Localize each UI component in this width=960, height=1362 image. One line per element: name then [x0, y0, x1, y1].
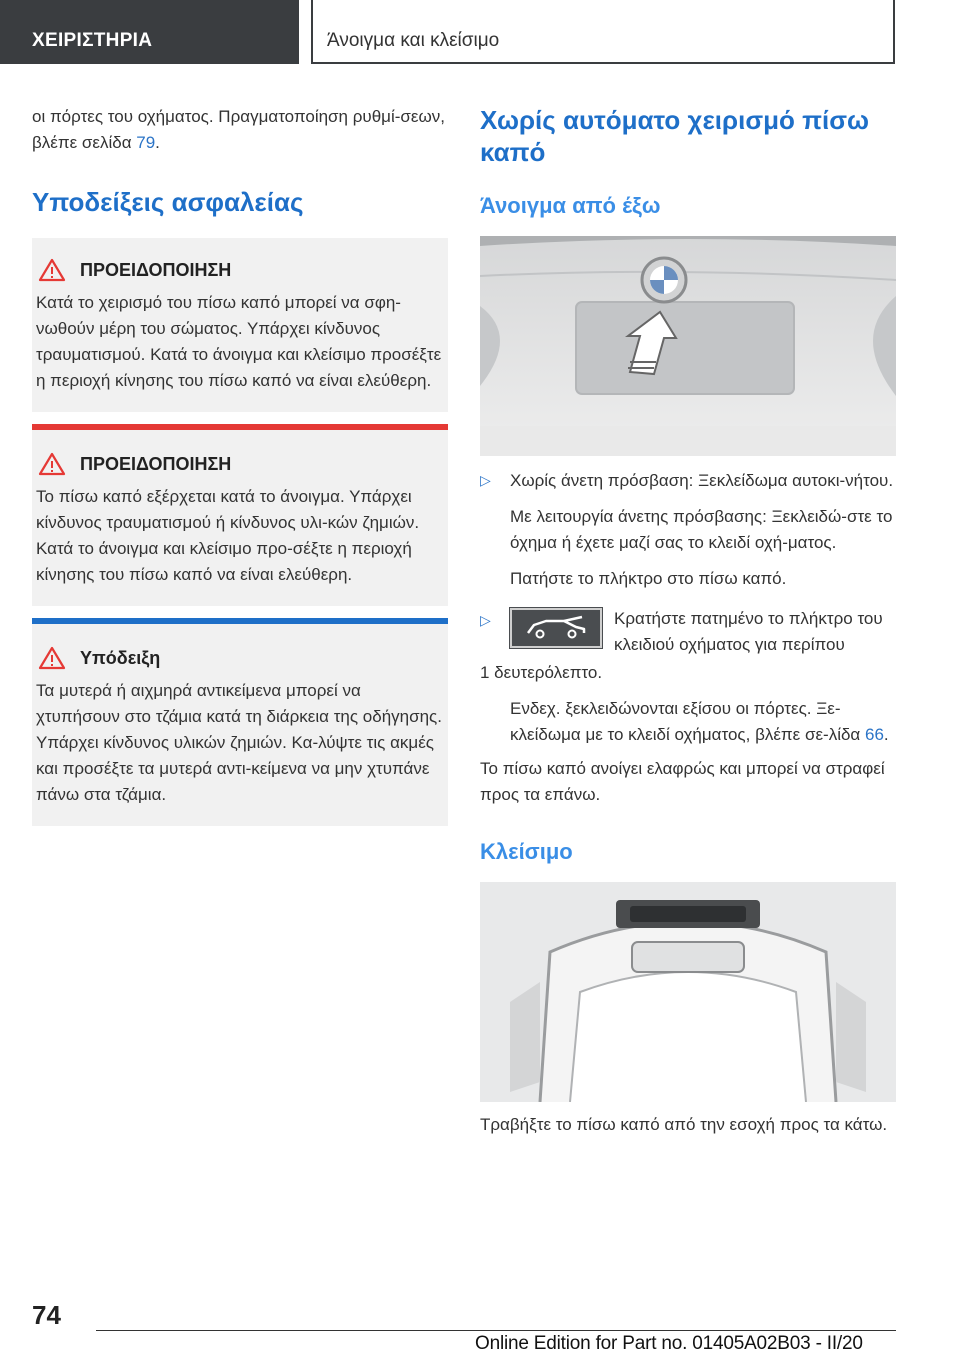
step-text [510, 696, 896, 748]
trunk-interior-image [480, 882, 896, 1102]
step-text: Με λειτουργία άνετης πρόσβασης: Ξεκλειδώ-στε το όχημα ή έχετε μαζί σας το κλειδί οχή-ματος. [510, 507, 893, 552]
left-column [32, 96, 448, 826]
safety-heading: Υποδείξεις ασφαλείας [32, 187, 304, 217]
warning-box-2 [32, 424, 448, 606]
car-trunk-key-button-icon [510, 608, 602, 648]
warning-title: ΠΡΟΕΙΔΟΠΟΙΗΣΗ [80, 453, 232, 474]
warning-triangle-icon [38, 258, 66, 282]
instruction-step-2 [480, 608, 896, 748]
page-link-66[interactable]: 66 [864, 725, 884, 744]
bullet-arrow-icon: ▷ [480, 472, 491, 488]
step-text-part: Ενδεχ. ξεκλειδώνονται εξίσου οι πόρτες. Ξε-κλείδωμα με το κλειδί οχήματος, βλέπε σε-λίδα [510, 699, 865, 744]
right-column [480, 96, 896, 1138]
key-button-row [510, 608, 896, 658]
warning-triangle-icon [38, 452, 66, 476]
notice-title-row [36, 646, 444, 670]
bullet-arrow-icon: ▷ [480, 612, 491, 628]
step-body [480, 608, 896, 748]
warning-title: ΠΡΟΕΙΔΟΠΟΙΗΣΗ [80, 259, 232, 280]
notice-title: Υπόδειξη [80, 647, 161, 668]
notice-box [32, 618, 448, 826]
warning-title-row [36, 258, 444, 282]
close-paragraph: Τραβήξτε το πίσω καπό από την εσοχή προς τα κάτω. [480, 1115, 888, 1134]
footer-edition: Online Edition for Part no. 01405A02B03 - II/20 [475, 1333, 863, 1354]
warning-title-row [36, 452, 444, 476]
warning-text: Το πίσω καπό εξέρχεται κατά το άνοιγμα. Υπάρχει κίνδυνος τραυματισμού ή κίνδυνος υλι-κών ζημιών. Κατά το άνοιγμα και κλείσιμο προ-σέξτε η περιοχή κίνησης του πίσω καπό να είναι ελεύθερη. [36, 487, 420, 584]
warning-text: Κατά το χειρισμό του πίσω καπό μπορεί να σφη-νωθούν μέρη του σώματος. Υπάρχει κίνδυνος τραυματισμού. Κατά το άνοιγμα και κλείσιμο προσέξτε η περιοχή κίνησης του πίσω καπό να είναι ελεύθερη. [36, 293, 442, 390]
header-section: ΧΕΙΡΙΣΤΗΡΙΑ [0, 0, 299, 64]
step-body [510, 468, 896, 592]
trunk-interior-illustration [480, 882, 896, 1102]
trunk-exterior-image [480, 236, 896, 456]
header-chapter: Άνοιγμα και κλείσιμο [311, 0, 895, 64]
step-text: Κρατήστε πατημένο το πλήκτρο του κλειδιού οχήματος για περίπου [614, 609, 883, 654]
open-from-outside-heading: Άνοιγμα από έξω [480, 193, 661, 218]
trunk-exterior-illustration [480, 236, 896, 456]
step-text: Χωρίς άνετη πρόσβαση: Ξεκλείδωμα αυτοκι-νήτου. [510, 471, 894, 490]
step-text-end: . [883, 725, 889, 744]
caution-triangle-icon [38, 646, 66, 670]
step-text: Πατήστε το πλήκτρο στο πίσω καπό. [510, 569, 787, 588]
intro-paragraph [32, 104, 448, 156]
page-link-79[interactable]: 79 [136, 133, 156, 152]
warning-box-1 [32, 238, 448, 412]
car-icon [524, 615, 588, 641]
intro-end: . [155, 133, 160, 152]
after-paragraph: Το πίσω καπό ανοίγει ελαφρώς και μπορεί να στραφεί προς τα επάνω. [480, 759, 885, 804]
close-heading: Κλείσιμο [480, 839, 573, 864]
page-number: 74 [32, 1300, 61, 1330]
notice-text: Τα μυτερά ή αιχμηρά αντικείμενα μπορεί να χτυπήσουν στο τζάμια κατά τη διάρκεια της οδήγησης. Υπάρχει κίνδυνος υλικών ζημιών. Κα-λύψτε τις ακμές και προσέξτε τα μυτερά αντι-κείμενα να μην χτυπάνε πάνω στα τζάμια. [36, 681, 442, 804]
footer-divider [96, 1330, 896, 1331]
step-text: 1 δευτερόλεπτο. [480, 663, 603, 682]
instruction-step-1 [480, 468, 896, 592]
trunk-heading: Χωρίς αυτόματο χειρισμό πίσω καπό [480, 105, 870, 167]
warning-bar [32, 424, 448, 430]
intro-text: οι πόρτες του οχήματος. Πραγματοποίηση ρυθμί-σεων, βλέπε σελίδα [32, 107, 445, 152]
notice-bar [32, 618, 448, 624]
